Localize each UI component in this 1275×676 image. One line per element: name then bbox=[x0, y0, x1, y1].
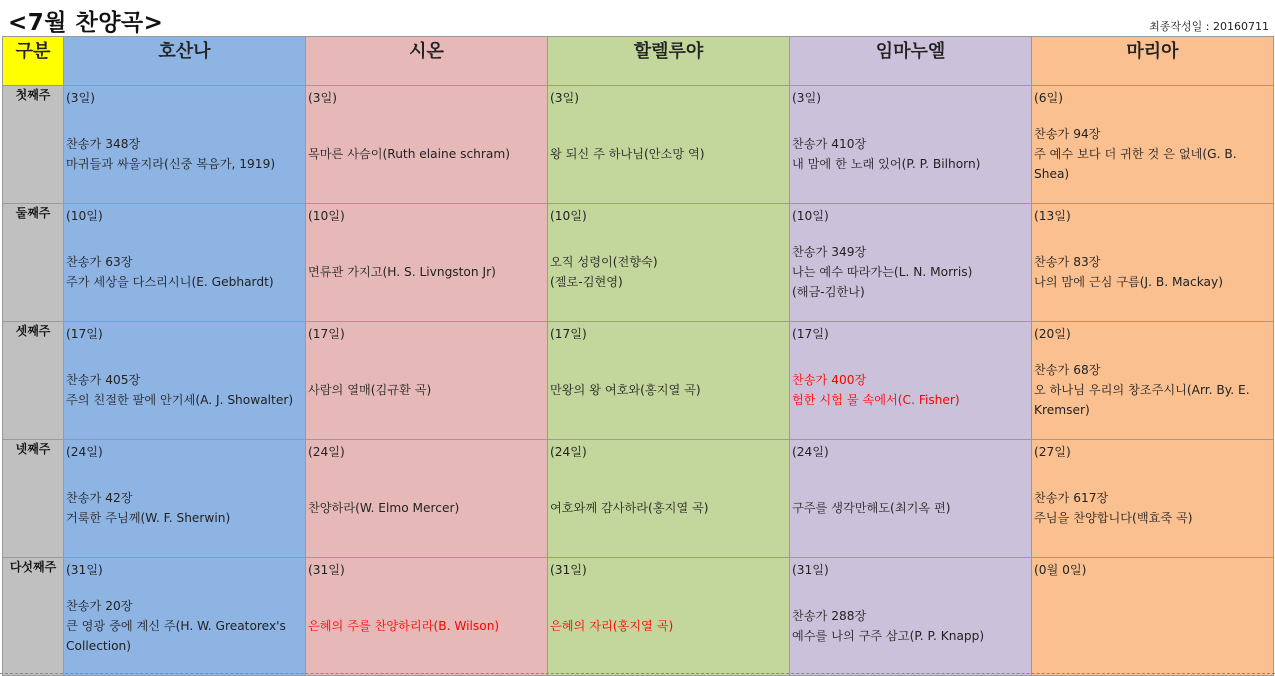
song-line: 찬송가 349장 bbox=[792, 244, 867, 259]
cell-song bbox=[1034, 108, 1271, 203]
column-header: 호산나 bbox=[64, 37, 306, 86]
song-line: 찬송가 288장 bbox=[792, 608, 867, 623]
song-line: 만왕의 왕 여호와(홍지열 곡) bbox=[550, 382, 701, 397]
song-line: 찬송가 94장 bbox=[1034, 126, 1101, 141]
cell-song bbox=[66, 344, 303, 439]
page-break-line bbox=[0, 673, 1275, 674]
cell-song bbox=[792, 462, 1029, 557]
cell-date: (31일) bbox=[792, 563, 829, 577]
song-line: 찬송가 83장 bbox=[1034, 254, 1101, 269]
song-line: 나의 맘에 근심 구름(J. B. Mackay) bbox=[1034, 274, 1223, 289]
cell-song bbox=[308, 344, 545, 439]
song-line: 찬송가 68장 bbox=[1034, 362, 1101, 377]
cell-date: (10일) bbox=[66, 209, 103, 223]
song-line: 사람의 열매(김규환 곡) bbox=[308, 382, 432, 397]
schedule-cell bbox=[64, 440, 306, 558]
schedule-cell bbox=[790, 86, 1032, 204]
header-row bbox=[3, 37, 1274, 86]
cell-song bbox=[66, 226, 303, 321]
cell-date: (31일) bbox=[308, 563, 345, 577]
table-row bbox=[3, 86, 1274, 204]
schedule-cell bbox=[548, 558, 790, 676]
song-line: 험한 시험 물 속에서(C. Fisher) bbox=[792, 392, 960, 407]
cell-date: (24일) bbox=[792, 445, 829, 459]
song-line: 마귀들과 싸울지라(신중 복음가, 1919) bbox=[66, 156, 276, 171]
schedule-cell bbox=[1032, 204, 1274, 322]
song-line: 찬송가 42장 bbox=[66, 490, 133, 505]
cell-date: (0월 0일) bbox=[1034, 563, 1087, 577]
schedule-cell bbox=[1032, 322, 1274, 440]
schedule-cell bbox=[306, 86, 548, 204]
schedule-cell bbox=[548, 322, 790, 440]
schedule-cell bbox=[790, 440, 1032, 558]
column-header: 할렐루야 bbox=[548, 37, 790, 86]
cell-date: (31일) bbox=[550, 563, 587, 577]
table-row bbox=[3, 440, 1274, 558]
song-line: 내 맘에 한 노래 있어(P. P. Bilhorn) bbox=[792, 156, 981, 171]
cell-date: (10일) bbox=[550, 209, 587, 223]
cell-song bbox=[550, 580, 787, 675]
cell-song bbox=[66, 108, 303, 203]
cell-date: (24일) bbox=[308, 445, 345, 459]
row-header: 다섯째주 bbox=[3, 558, 64, 676]
schedule-cell bbox=[790, 558, 1032, 676]
cell-song bbox=[792, 344, 1029, 439]
cell-song bbox=[1034, 462, 1271, 557]
cell-song bbox=[550, 344, 787, 439]
song-line: 왕 되신 주 하나님(안소망 역) bbox=[550, 146, 705, 161]
song-line: 찬송가 617장 bbox=[1034, 490, 1109, 505]
cell-date: (3일) bbox=[550, 91, 580, 105]
cell-song bbox=[550, 226, 787, 321]
schedule-cell bbox=[64, 204, 306, 322]
corner-header: 구분 bbox=[3, 37, 64, 86]
column-header: 시온 bbox=[306, 37, 548, 86]
cell-date: (10일) bbox=[792, 209, 829, 223]
last-updated-label: 최종작성일 : 20160711 bbox=[1149, 20, 1269, 33]
cell-date: (3일) bbox=[792, 91, 822, 105]
song-line: 은혜의 주를 찬양하리라(B. Wilson) bbox=[308, 618, 500, 633]
schedule-table bbox=[2, 36, 1274, 676]
column-header: 마리아 bbox=[1032, 37, 1274, 86]
cell-date: (24일) bbox=[550, 445, 587, 459]
schedule-cell bbox=[1032, 558, 1274, 676]
cell-song bbox=[550, 462, 787, 557]
cell-date: (6일) bbox=[1034, 91, 1064, 105]
song-line: 찬송가 20장 bbox=[66, 598, 133, 613]
schedule-cell bbox=[548, 204, 790, 322]
schedule-cell bbox=[306, 440, 548, 558]
cell-date: (17일) bbox=[66, 327, 103, 341]
cell-song bbox=[66, 580, 303, 675]
schedule-cell bbox=[1032, 86, 1274, 204]
song-line: 주 예수 보다 더 귀한 것 은 없네(G. B. Shea) bbox=[1034, 146, 1237, 181]
page-title: <7월 찬양곡> bbox=[8, 10, 164, 36]
schedule-cell bbox=[790, 204, 1032, 322]
table-row bbox=[3, 558, 1274, 676]
schedule-cell bbox=[306, 322, 548, 440]
cell-date: (17일) bbox=[550, 327, 587, 341]
song-line: 큰 영광 중에 계신 주(H. W. Greatorex's Collection) bbox=[66, 618, 286, 653]
song-line: 여호와께 감사하라(홍지열 곡) bbox=[550, 500, 709, 515]
song-line: 면류관 가지고(H. S. Livngston Jr) bbox=[308, 264, 496, 279]
song-line: 나는 예수 따라가는(L. N. Morris) bbox=[792, 264, 973, 279]
cell-song bbox=[308, 580, 545, 675]
cell-song bbox=[66, 462, 303, 557]
table-row bbox=[3, 322, 1274, 440]
schedule-cell bbox=[790, 322, 1032, 440]
cell-song bbox=[792, 226, 1029, 321]
row-header: 넷째주 bbox=[3, 440, 64, 558]
cell-date: (13일) bbox=[1034, 209, 1071, 223]
schedule-cell bbox=[64, 558, 306, 676]
song-line: 주가 세상을 다스리시니(E. Gebhardt) bbox=[66, 274, 274, 289]
cell-date: (31일) bbox=[66, 563, 103, 577]
song-line: 찬양하라(W. Elmo Mercer) bbox=[308, 500, 460, 515]
cell-date: (17일) bbox=[308, 327, 345, 341]
schedule-cell bbox=[548, 86, 790, 204]
cell-song bbox=[792, 108, 1029, 203]
cell-date: (3일) bbox=[308, 91, 338, 105]
schedule-cell bbox=[1032, 440, 1274, 558]
cell-song bbox=[792, 580, 1029, 675]
song-line: 오 하나님 우리의 창조주시니(Arr. By. E. Kremser) bbox=[1034, 382, 1250, 417]
table-row bbox=[3, 204, 1274, 322]
song-line: 찬송가 348장 bbox=[66, 136, 141, 151]
schedule-cell bbox=[306, 204, 548, 322]
song-line: 거룩한 주님께(W. F. Sherwin) bbox=[66, 510, 231, 525]
cell-date: (3일) bbox=[66, 91, 96, 105]
column-header: 임마누엘 bbox=[790, 37, 1032, 86]
cell-song bbox=[1034, 226, 1271, 321]
row-header: 둘째주 bbox=[3, 204, 64, 322]
song-line: 주의 친절한 팔에 안기세(A. J. Showalter) bbox=[66, 392, 294, 407]
cell-date: (20일) bbox=[1034, 327, 1071, 341]
song-line: (해금-김한나) bbox=[792, 284, 865, 299]
row-header: 셋째주 bbox=[3, 322, 64, 440]
song-line: (젤로-김현영) bbox=[550, 274, 623, 289]
song-line: 찬송가 405장 bbox=[66, 372, 141, 387]
schedule-cell bbox=[548, 440, 790, 558]
song-line: 목마른 사슴이(Ruth elaine schram) bbox=[308, 146, 511, 161]
cell-song bbox=[308, 226, 545, 321]
cell-song bbox=[550, 108, 787, 203]
cell-song bbox=[1034, 344, 1271, 439]
row-header: 첫째주 bbox=[3, 86, 64, 204]
cell-date: (24일) bbox=[66, 445, 103, 459]
schedule-cell bbox=[64, 322, 306, 440]
song-line: 구주를 생각만해도(최기옥 편) bbox=[792, 500, 951, 515]
schedule-cell bbox=[64, 86, 306, 204]
song-line: 은혜의 자리(홍지열 곡) bbox=[550, 618, 674, 633]
cell-date: (17일) bbox=[792, 327, 829, 341]
cell-date: (27일) bbox=[1034, 445, 1071, 459]
song-line: 찬송가 400장 bbox=[792, 372, 867, 387]
song-line: 예수를 나의 구주 삼고(P. P. Knapp) bbox=[792, 628, 985, 643]
song-line: 주님을 찬양합니다(백효죽 곡) bbox=[1034, 510, 1193, 525]
schedule-cell bbox=[306, 558, 548, 676]
song-line: 찬송가 410장 bbox=[792, 136, 867, 151]
cell-song bbox=[1034, 580, 1271, 675]
song-line: 오직 성령이(전향숙) bbox=[550, 254, 658, 269]
cell-date: (10일) bbox=[308, 209, 345, 223]
cell-song bbox=[308, 108, 545, 203]
song-line: 찬송가 63장 bbox=[66, 254, 133, 269]
cell-song bbox=[308, 462, 545, 557]
